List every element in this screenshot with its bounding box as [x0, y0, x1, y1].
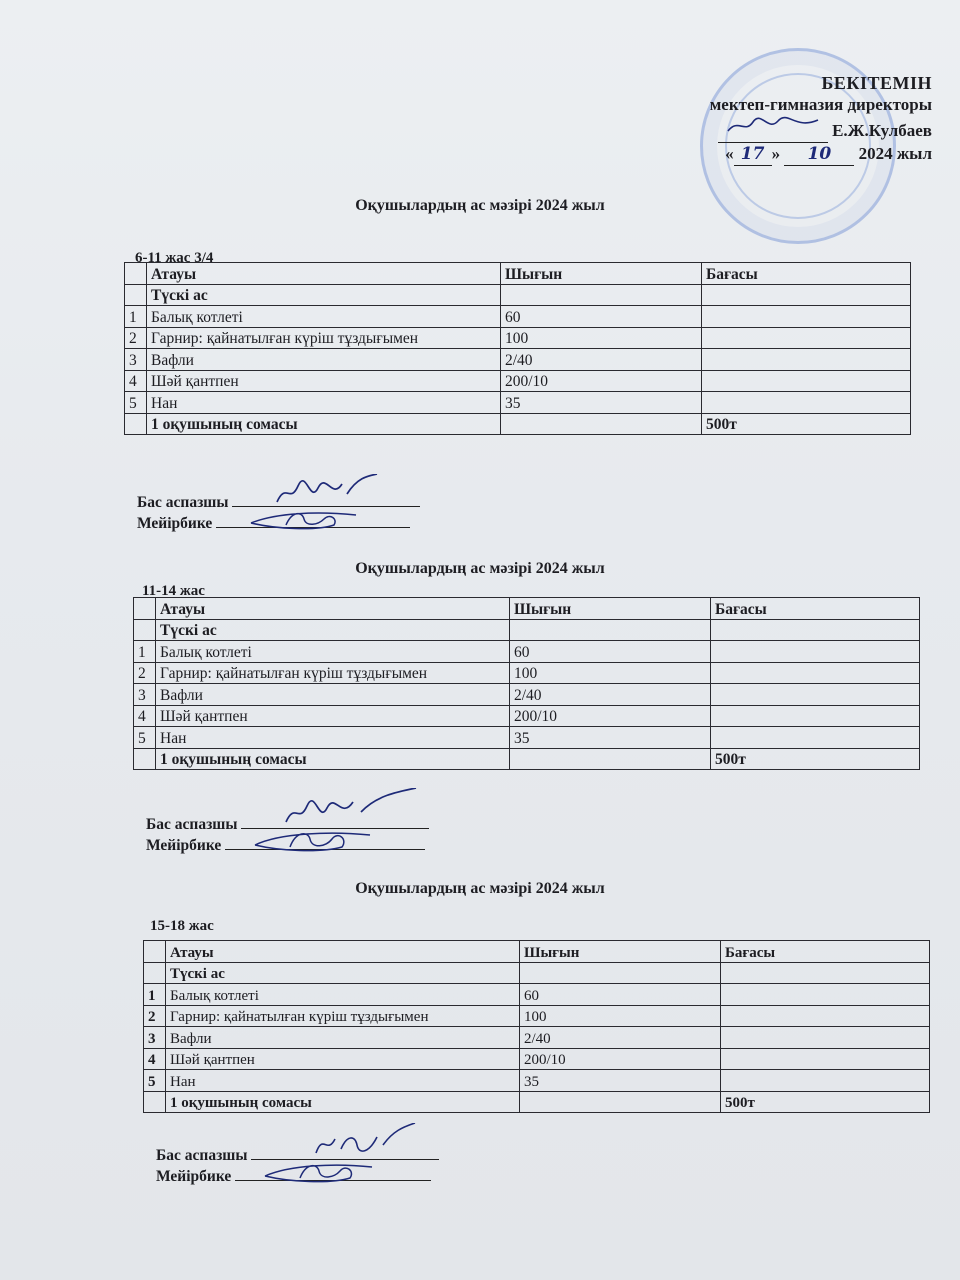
- dish-name: Балық котлеті: [166, 984, 520, 1006]
- dish-name: Нан: [156, 727, 510, 749]
- date-quote-close: »: [771, 144, 781, 163]
- dish-name: Шәй қантпен: [147, 370, 501, 392]
- nurse-signature-line: [235, 1166, 431, 1181]
- age-group-1: 6-11 жас 3/4: [135, 250, 214, 266]
- dish-qty: 2/40: [520, 1027, 721, 1049]
- table-row: [144, 1070, 930, 1092]
- dish-name: Вафли: [147, 349, 501, 371]
- nurse-signature: [260, 1156, 380, 1184]
- meal-name: Түскі ас: [166, 962, 520, 984]
- row-number: 5: [144, 1070, 166, 1092]
- header-name: Атауы: [156, 598, 510, 620]
- total-price: 500т: [702, 413, 911, 435]
- dish-qty: 100: [520, 1005, 721, 1027]
- table-row: [134, 662, 920, 684]
- header-price: Бағасы: [711, 598, 920, 620]
- table-row: [125, 349, 911, 371]
- nurse-label: Мейірбике: [156, 1168, 232, 1185]
- dish-name: Балық котлеті: [147, 306, 501, 328]
- dish-qty: 2/40: [501, 349, 702, 371]
- row-number: 2: [144, 1005, 166, 1027]
- row-number: 3: [134, 684, 156, 706]
- total-row: [144, 1091, 930, 1113]
- approval-month: 10: [784, 143, 854, 166]
- table-row: [144, 1027, 930, 1049]
- table-row: [144, 1005, 930, 1027]
- total-label: 1 оқушының сомасы: [166, 1091, 520, 1113]
- chef-label: Бас аспазшы: [156, 1147, 248, 1164]
- row-number: 4: [134, 705, 156, 727]
- dish-name: Вафли: [156, 684, 510, 706]
- nurse-signature: [246, 505, 366, 531]
- dish-qty: 200/10: [520, 1048, 721, 1070]
- dish-qty: 60: [510, 641, 711, 663]
- dish-name: Балық котлеті: [156, 641, 510, 663]
- nurse-signature-line: [225, 835, 425, 850]
- dish-name: Гарнир: қайнатылған күріш тұздығымен: [156, 662, 510, 684]
- row-number: 4: [144, 1048, 166, 1070]
- header-qty: Шығын: [501, 263, 702, 285]
- nurse-signature: [250, 823, 380, 853]
- dish-name: Вафли: [166, 1027, 520, 1049]
- meal-name: Түскі ас: [156, 619, 510, 641]
- dish-name: Шәй қантпен: [166, 1048, 520, 1070]
- director-signature-scribble: [723, 116, 823, 136]
- total-label: 1 оқушының сомасы: [156, 748, 510, 770]
- nurse-signature-line: [216, 513, 410, 528]
- total-price: 500т: [721, 1091, 930, 1113]
- approval-position: мектеп-гимназия директоры: [709, 95, 932, 114]
- header-price: Бағасы: [702, 263, 911, 285]
- header-qty: Шығын: [510, 598, 711, 620]
- table-row: [134, 684, 920, 706]
- row-number: 1: [144, 984, 166, 1006]
- header-name: Атауы: [147, 263, 501, 285]
- menu-title-1: Оқушылардың ас мәзірі 2024 жыл: [355, 197, 605, 214]
- table-row: [144, 984, 930, 1006]
- age-group-2: 11-14 жас: [142, 583, 205, 599]
- chef-label: Бас аспазшы: [146, 816, 238, 833]
- dish-name: Нан: [147, 392, 501, 414]
- table-row: [125, 370, 911, 392]
- menu-table-2: [133, 597, 920, 770]
- header-price: Бағасы: [721, 941, 930, 963]
- approval-year: 2024 жыл: [858, 144, 932, 163]
- table-row: [144, 1048, 930, 1070]
- dish-qty: 60: [501, 306, 702, 328]
- row-number: 2: [125, 327, 147, 349]
- row-number: 4: [125, 370, 147, 392]
- total-price: 500т: [711, 748, 920, 770]
- table-row: [134, 705, 920, 727]
- director-signature: [718, 116, 828, 143]
- nurse-label: Мейірбике: [146, 837, 222, 854]
- dish-qty: 100: [501, 327, 702, 349]
- approval-title: БЕКІТЕМІН: [821, 73, 932, 93]
- row-number: 5: [134, 727, 156, 749]
- meal-name: Түскі ас: [147, 284, 501, 306]
- approval-day: 17: [734, 143, 772, 166]
- date-quote-open: «: [725, 144, 734, 163]
- total-row: [125, 413, 911, 435]
- dish-qty: 35: [520, 1070, 721, 1092]
- row-number: 3: [125, 349, 147, 371]
- dish-name: Шәй қантпен: [156, 705, 510, 727]
- dish-qty: 200/10: [501, 370, 702, 392]
- dish-qty: 200/10: [510, 705, 711, 727]
- total-label: 1 оқушының сомасы: [147, 413, 501, 435]
- row-number: 1: [134, 641, 156, 663]
- table-row: [134, 641, 920, 663]
- chef-signature: [281, 788, 421, 828]
- total-row: [134, 748, 920, 770]
- signatures-1: [137, 492, 420, 534]
- header-name: Атауы: [166, 941, 520, 963]
- approval-block: [710, 72, 932, 166]
- chef-signature: [272, 474, 382, 508]
- dish-name: Нан: [166, 1070, 520, 1092]
- approval-director-line: [710, 116, 932, 143]
- row-number: 5: [125, 392, 147, 414]
- table-row: [125, 327, 911, 349]
- table-row: [125, 392, 911, 414]
- approval-date: [710, 143, 932, 166]
- table-row: [134, 727, 920, 749]
- dish-qty: 35: [501, 392, 702, 414]
- nurse-label: Мейірбике: [137, 515, 213, 532]
- menu-table-3: [143, 940, 930, 1113]
- approval-director-name: Е.Ж.Кулбаев: [832, 121, 932, 140]
- signatures-3: [156, 1145, 439, 1187]
- dish-name: Гарнир: қайнатылған күріш тұздығымен: [147, 327, 501, 349]
- row-number: 3: [144, 1027, 166, 1049]
- table-row: [125, 306, 911, 328]
- dish-qty: 35: [510, 727, 711, 749]
- dish-qty: 2/40: [510, 684, 711, 706]
- dish-qty: 60: [520, 984, 721, 1006]
- header-qty: Шығын: [520, 941, 721, 963]
- chef-label: Бас аспазшы: [137, 494, 229, 511]
- dish-name: Гарнир: қайнатылған күріш тұздығымен: [166, 1005, 520, 1027]
- menu-title-2: Оқушылардың ас мәзірі 2024 жыл: [355, 560, 605, 577]
- row-number: 2: [134, 662, 156, 684]
- menu-title-3: Оқушылардың ас мәзірі 2024 жыл: [355, 880, 605, 897]
- age-group-3: 15-18 жас: [150, 918, 214, 934]
- row-number: 1: [125, 306, 147, 328]
- signatures-2: [146, 814, 429, 856]
- dish-qty: 100: [510, 662, 711, 684]
- menu-table-1: [124, 262, 911, 435]
- chef-signature: [311, 1123, 421, 1159]
